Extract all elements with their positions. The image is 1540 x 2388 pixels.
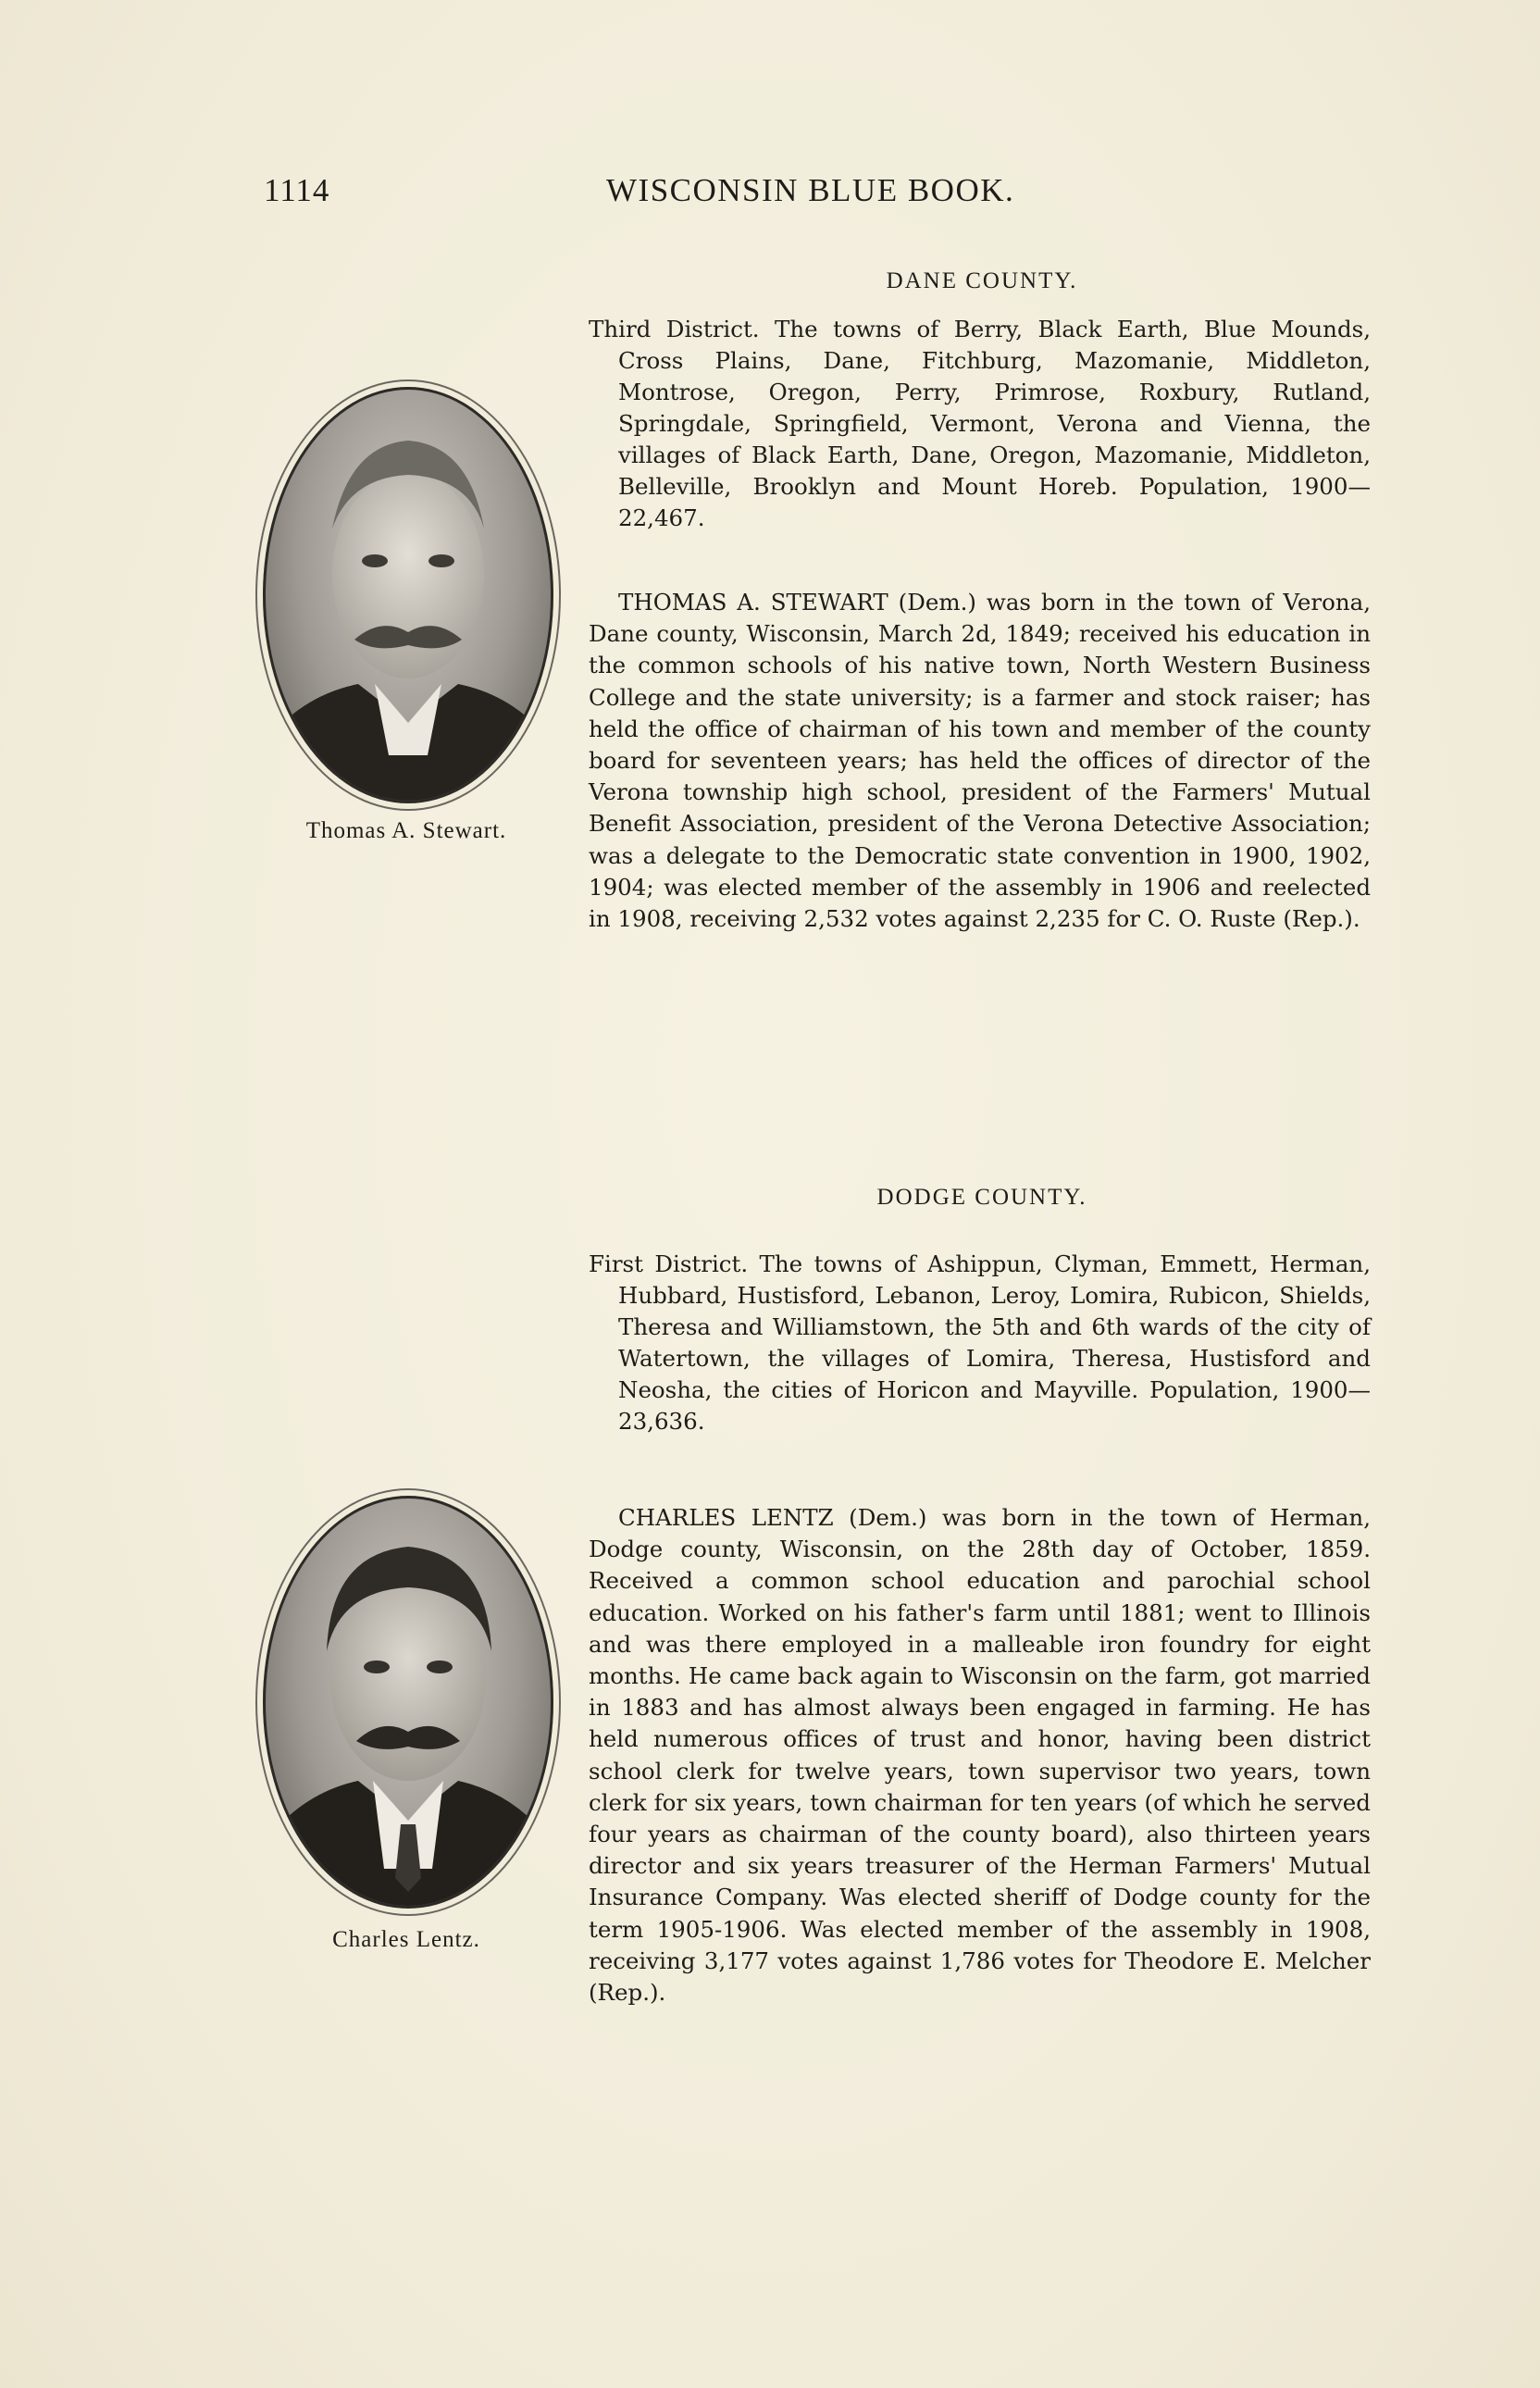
- portrait-caption-thomas-stewart: Thomas A. Stewart.: [305, 818, 507, 843]
- district-description-dane: Third District. The towns of Berry, Black Earth, Blue Mounds, Cross Plains, Dane, Fitchburg, Mazomanie, Middleton, Montrose, Oregon, Perry, Primrose, Roxbury, Rutland, Springdale, Springfield, Vermont, Verona and Vienna, the villages of Black Earth, Dane, Oregon, Mazomanie, Middleton, Belleville, Brooklyn and Mount Horeb. Population, 1900—22,467.: [589, 316, 1371, 531]
- book-title: WISCONSIN BLUE BOOK.: [606, 172, 1015, 208]
- page-number: 1114: [264, 172, 330, 208]
- portrait-caption-charles-lentz: Charles Lentz.: [332, 1927, 480, 1952]
- biography-charles-lentz: CHARLES LENTZ (Dem.) was born in the town of Herman, Dodge county, Wisconsin, on the 28th day of October, 1859. Received a common school education and parochial school education. Worked on his father's farm until 1881; went to Illinois and was there employed in a malleable iron foundry for eight months. He came back again to Wisconsin on the farm, got married in 1883 and has almost always been engaged in farming. He has held numerous offices of trust and honor, having been district school clerk for twelve years, town supervisor two years, town clerk for six years, town chairman for ten years (of which he served four years as chairman of the county board), also thirteen years director and six years treasurer of the Herman Farmers' Mutual Insurance Company. Was elected sheriff of Dodge county for the term 1905-1906. Was elected member of the assembly in 1908, receiving 3,177 votes against 1,786 votes for Theodore E. Melcher (Rep.).: [589, 1504, 1371, 2007]
- section-heading-dodge-county: DODGE COUNTY.: [876, 1185, 1087, 1210]
- portrait-image: [266, 1499, 551, 1906]
- portrait-photo-thomas-stewart: [263, 387, 553, 803]
- district-description-dodge: First District. The towns of Ashippun, Clyman, Emmett, Herman, Hubbard, Hustisford, Lebanon, Leroy, Lomira, Rubicon, Shields, Theresa and Williamstown, the 5th and 6th wards of the city of Watertown, the villages of Lomira, Theresa, Hustisford and Neosha, the cities of Horicon and Mayville. Population, 1900—23,636.: [589, 1250, 1371, 1435]
- biography-thomas-stewart: THOMAS A. STEWART (Dem.) was born in the town of Verona, Dane county, Wisconsin, March 2d, 1849; received his education in the common schools of his native town, North Western Business College and the state university; is a farmer and stock raiser; has held the office of chairman of his town and member of the county board for seventeen years; has held the offices of director of the Verona township high school, president of the Farmers' Mutual Benefit Association, president of the Verona Detective Association; was a delegate to the Democratic state convention in 1900, 1902, 1904; was elected member of the assembly in 1906 and reelected in 1908, receiving 2,532 votes against 2,235 for C. O. Ruste (Rep.).: [589, 589, 1371, 933]
- portrait-photo-charles-lentz: [263, 1496, 553, 1909]
- portrait-image: [266, 390, 551, 801]
- section-heading-dane-county: DANE COUNTY.: [886, 268, 1078, 293]
- running-head: [264, 172, 1374, 218]
